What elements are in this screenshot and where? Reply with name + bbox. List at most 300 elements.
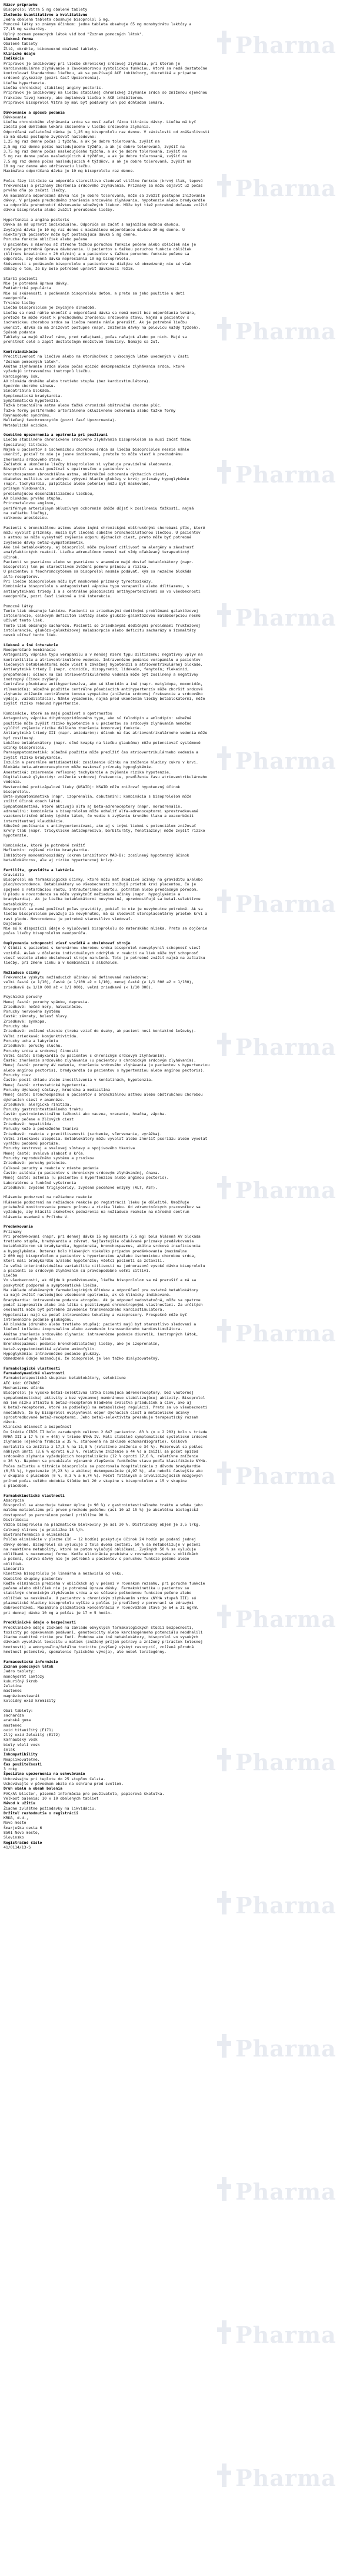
text-line: stabilným chronickým zlyhávaním srdca a so súčasne poškodenou funkciou pečene alebo [4, 1590, 192, 1596]
text-line: Keďže eliminácia prebieha v obličkách aj v pečeni v rovnakom rozsahu, pri poruche funkcie [4, 1580, 205, 1586]
text-line: hypotenzie. [4, 833, 29, 838]
text-line: rilmenidín): súbežné použitie centrálne pôsobiacich antihypertenzív môže zhoršiť srdcové [4, 686, 203, 692]
text-line: malému metabolizmu pri prvom prechode pečeňou (asi 10 až 15 %) je absolútna biologická [4, 1507, 198, 1513]
text-line: Precitlivenosť na liečivo alebo na ktorúkoľvek z pomocných látok uvedených v časti [4, 354, 189, 359]
text-line: Liečba [4, 1273, 18, 1278]
text-line: (napr. tachykardia, palpitácie alebo potenie) môžu byť maskované, [4, 481, 151, 487]
text-line: Jadro tablety: [4, 1669, 35, 1674]
text-line: Zriedkavé: synkopa. [4, 1019, 47, 1024]
text-line: Liečba stabilného chronického srdcového zlyhávania bisoprololom sa musí začať fázou [4, 437, 192, 442]
text-line: kukuričný škrob [4, 1678, 38, 1684]
text-line: mastenec [4, 1688, 22, 1694]
text-line: šelak [4, 1747, 15, 1752]
text-line: pretože to môže viesť k prechodnému zhoršeniu srdcového stavu. Najmä u pacientov s [4, 315, 189, 320]
text-line: 1,25 mg raz denne počas 1 týždňa, a ak je dobre tolerovaná, zvýšiť na [4, 139, 160, 144]
paragraph [4, 1767, 349, 1771]
text-line: Biotransformácia a eliminácia [4, 1532, 69, 1537]
text-line: zvyčajne potrebná úprava dávkovania. U pacientov s ťažkou poruchou funkcie obličiek [4, 246, 192, 252]
text-line: ischemickou chorobou srdca sa liečba nesmie náhle prerušiť. Ak je potrebné liečbu [4, 320, 187, 325]
section-heading [4, 1786, 349, 1791]
heading-text: Návod k užitiu [4, 1801, 35, 1806]
text-line: priebežné monitorovanie pomeru prínosu a rizika lieku. Od zdravotníckych pracovníkov sa [4, 1205, 201, 1210]
text-line: Psychické poruchy [4, 994, 42, 1000]
text-line: Maximálna odporúčaná dávka je 10 mg bisoprololu raz denne. [4, 168, 135, 174]
pharma-watermark [212, 2158, 353, 2229]
pharma-watermark [212, 2301, 353, 2372]
paragraph [4, 1156, 349, 1166]
text-line: Poruchy kože a podkožného tkaniva [4, 1126, 78, 1132]
text-line: Jedna obalená tableta obsahuje bisoprolol 5 mg. [4, 16, 110, 22]
heading-text: Liekové a iné interakcie [4, 642, 58, 647]
text-line: periférnym arteriálnym okluzívnym ochorením (môže dôjsť k zosilneniu ťažkostí, najmä [4, 505, 194, 511]
text-line: zriedkavé (≥ 1/10 000 až < 1/1 000), veľmi zriedkavé (< 1/10 000). [4, 984, 153, 990]
text-line: Frekvencie výskytu nežiaducich účinkov sú definované nasledovne: [4, 975, 149, 980]
text-line: 2,5 mg raz denne počas nasledujúceho týždňa, a ak je dobre tolerovaná, zvýšiť na [4, 144, 185, 149]
text-line: intermitentnej klaudikácie. [4, 818, 65, 824]
text-line: Najmä u pacientov s ischemickou chorobou srdca sa liečba bisoprololom nesmie náhle [4, 447, 189, 452]
text-line: Poruchy dýchacej sústavy, hrudníka a mediastína [4, 1087, 110, 1092]
text-line: kontraktilitu a atrioventrikulárne vedenie. Intravenózne podanie verapamilu u pacientov [4, 657, 201, 662]
text-line: bradykardia). Ak je liečba betablokátormi nevyhnutná, uprednostňujú sa beta1-selektívne [4, 897, 201, 902]
text-line: Bisoprolol sa musí používať s opatrnosťou u pacientov s: [4, 467, 131, 472]
text-line: pečene alebo obličiek nie je potrebná úprava dávky. Farmakokinetika u pacientov so [4, 1586, 189, 1591]
watermark-text: Pharma [235, 461, 337, 488]
paragraph [4, 1180, 349, 1191]
paragraph [4, 1375, 349, 1488]
text-line: Predklinické údaje získané na základe obvyklých farmakologických štúdií bezpečnosti, [4, 1625, 194, 1630]
text-line: Poruchy reprodukčného systému a prsníkov [4, 1156, 94, 1161]
text-line: spojené s retardáciou rastu, intrauterinnou smrťou, potratom alebo predčasným pôrodom. [4, 887, 198, 892]
text-line: vyžaduje, aby hlásili akékoľvek podozrenia na nežiaduce reakcie na národné centrum [4, 1209, 189, 1215]
pharmacy-cross-icon [217, 2462, 232, 2488]
text-line: Antiarytmiká triedy III (napr. amiodarón): účinok na čas atrioventrikulárneho vedenia môže [4, 730, 208, 736]
text-line: arabská guma [4, 1718, 31, 1723]
text-line: antiarytmikami triedy I a s centrálne pôsobiacimi antihypertenzívami sa vo všeobecnosti [4, 588, 201, 594]
text-line: Bisoprolol je vysoko beta1-selektívna látka blokujúca adrenoreceptory, bez vnútornej [4, 1390, 194, 1396]
text-line: Bisoprolol má farmakologické účinky, ktoré môžu mať škodlivé účinky na graviditu a/alebo [4, 877, 203, 882]
text-line: 10 mg raz denne ako udržiavaciu liečbu. [4, 163, 92, 168]
text-line: Hlásenie podozrení na nežiaduce reakcie po registrácii lieku je dôležité. Umožňuje [4, 1199, 189, 1205]
text-line: dôkazy o tom, že by bolo potrebné upraviť dávkovací režim. [4, 266, 135, 272]
text-line: Syndróm chorého sínusu. [4, 383, 56, 389]
text-line: hmotnosti) a embryonálnu/fetálnu toxicitu (zvýšený výskyt resorpcií, znížená pôrodná [4, 1644, 194, 1649]
text-line: zvýšiť riziko bradykardie. [4, 755, 63, 760]
text-line: Časté: zhoršenie srdcového zlyhávania (u pacientov s chronickým srdcovým zlyhávaním). [4, 1058, 197, 1063]
section-heading [4, 868, 349, 872]
text-line: Časté: asténia (u pacientov s chronickým srdcovým zlyhávaním), únava. [4, 1170, 160, 1175]
text-line: Veľmi zriedkavé: konjunktivitída. [4, 1033, 78, 1039]
section-heading [4, 1811, 349, 1816]
text-line: príhod počas celého obdobia štúdie bol 20 v skupine s bisoprololom a 15 v skupine [4, 1478, 187, 1483]
text-line: Spôsob podania [4, 329, 35, 335]
text-line: Časté: pocit chladu alebo znecitlivenia v končatinách, hypotenzia. [4, 1077, 153, 1083]
section-heading [4, 1659, 349, 1664]
text-line: (0,53 %), hypotenzie (0,23 %) a akútnej dekompenzácie (4,97 %), ale neboli častejšie ako [4, 1469, 203, 1474]
section-heading [4, 349, 349, 354]
text-line: Neliečený feochromocytóm (pozri časť Upozornenia). [4, 418, 117, 423]
paragraph [4, 975, 349, 990]
watermark-text: Pharma [235, 1320, 337, 1347]
text-line: "Zoznam pomocných látok". [4, 359, 61, 364]
section-heading [4, 1840, 349, 1845]
paragraph [4, 1757, 349, 1762]
text-line: Veľmi časté: bradykardia (u pacientov s chronickým srdcovým zlyhávaním). [4, 1053, 167, 1058]
text-line: srdcového zlyhania vyžadujúcich hospitalizáciu (12 % oproti 17,6 %, relatívne zníženie [4, 1454, 198, 1459]
text-line: Počas fázy titrácie sa odporúča starostlivo sledovať vitálne funkcie (krvný tlak, tepovú [4, 178, 203, 183]
text-line: pri dennej dávke 10 mg a polčas je 17 ± 5 hodín. [4, 1610, 112, 1615]
text-line: Žiadne zvláštne požiadavky na likvidáciu. [4, 1805, 96, 1811]
section-heading [4, 432, 349, 437]
text-line: použitie môže zvýšiť riziko hypotenzie a u pacientov so srdcovým zlyhávaním nemožno [4, 720, 192, 726]
paragraph [4, 945, 349, 965]
heading-text: Držiteľ rozhodnutia o registrácii [4, 1810, 78, 1816]
text-line: Ťažká bronchiálna astma alebo ťažká chronická obštrukčná choroba pľúc. [4, 403, 162, 408]
section-heading [4, 1801, 349, 1805]
text-line: Pacienti so psoriázou alebo so psoriázou v anamnéze majú dostať betablokátory (napr. [4, 559, 194, 564]
text-line: Poruchy srdca a srdcovej činnosti [4, 1048, 78, 1053]
text-line: bronchospazmom (bronchiálna astma, obštrukčné ochorenia dýchacích ciest), [4, 471, 169, 477]
paragraph [4, 711, 349, 838]
heading-text: Zoznam pomocných látok [4, 1664, 54, 1669]
text-line: dýchacích ciest v anamnéze. [4, 1097, 65, 1102]
text-line: okolností môže byť potrebné zavedenie transvenózneho kardiostimulátora. [4, 1307, 165, 1312]
text-line: liečba bisoprololom považuje za nevyhnutnú, má sa sledovať uteroplacentárny prietok krvi a [4, 911, 208, 917]
text-line: Hypotenzia: majú sa podať intravenózne tekutiny a vazopresory. Prospešné môže byť [4, 1312, 187, 1317]
heading-text: Farmakodynamické vlastnosti [4, 1371, 65, 1376]
section-heading [4, 1620, 349, 1625]
text-line: Beta-sympatomimetiká (napr. izoprenalín, dobutamín): kombinácia s bisoprololom môže [4, 794, 192, 799]
paragraph-gap [4, 105, 349, 110]
watermark-text: Pharma [235, 318, 337, 345]
text-line: intravenózne podanie glukagónu. [4, 1317, 74, 1322]
text-line: účinky bisoprololu. [4, 745, 47, 750]
paragraph-gap [4, 936, 349, 941]
text-line: v skupine s placebom (0 %, 0,3 % a 6,74 %). Počet fatálnych a invalidizujúcich mozgových [4, 1473, 203, 1479]
text-line: Zvyčajná dávka je 10 mg raz denne s maximálnou odporúčanou dávkou 20 mg denne. U [4, 227, 185, 232]
text-line: Dávka sa má upraviť individuálne. Odporúča sa začať s najnižšou možnou dávkou. [4, 222, 181, 227]
text-line: Poruchy kostrovej a svalovej sústavy a spojivového tkaniva [4, 1146, 135, 1151]
text-line: mortalita sa znížila z 17,3 % na 11,8 % (relatívne zníženie o 34 %). Pozoroval sa pokles [4, 1444, 203, 1449]
text-line: sacharóza [4, 1712, 24, 1718]
paragraph [4, 1126, 349, 1146]
text-line: prísnym hladovaním, [4, 486, 47, 491]
text-line: vazodilatačných látok. [4, 1337, 54, 1342]
watermark-text: Pharma [235, 1463, 337, 1489]
watermark-text: Pharma [235, 604, 337, 631]
paragraph [4, 843, 349, 862]
text-line: Začiatok a ukončenie liečby bisoprololom si vyžaduje pravidelné sledovanie. [4, 461, 174, 467]
paragraph [4, 1024, 349, 1039]
text-line: betablokátorov, ale aj riziko hypertenznej krízy. [4, 857, 115, 862]
heading-text: Indikácie [4, 56, 24, 61]
text-line: Novo mesto [4, 1820, 26, 1826]
text-line: Meflochín: zvýšené riziko bradykardie. [4, 848, 90, 853]
text-line: Anestetiká: zmiernenie reflexnej tachykardie a zvýšenie rizika hypotenzie. [4, 769, 171, 775]
text-line: Liečba chronického zlyhávania srdca sa musí začať fázou titrácie dávky. Liečba má byť [4, 120, 197, 125]
paragraph [4, 1087, 349, 1107]
text-line: obličkami v nezmenenej forme. Keďže eliminácia prebieha v rovnakom rozsahu v obličkách [4, 1552, 198, 1557]
heading-text: Názov prípravku [4, 2, 38, 7]
heading-text: Farmakologické vlastnosti [4, 1365, 61, 1371]
section-heading [4, 2, 349, 7]
section-heading [4, 1224, 349, 1229]
text-line: Zriedkavé: nočné mory, halucinácie. [4, 1004, 83, 1009]
text-line: 2 000 mg) bisoprololom u pacientov s hypertenziou a/alebo ischemickou chorobou srdca, [4, 1254, 197, 1258]
text-line: koloidný oxid kremičitý [4, 1698, 56, 1704]
text-line: Parasympatomimetiká: súbežné použitie môže predĺžiť čas atrioventrikulárneho vedenia a [4, 750, 198, 755]
text-line: Tablety sa majú užívať ráno, pred raňajkami, počas raňajok alebo po nich. Majú sa [4, 335, 187, 340]
section-heading [4, 51, 349, 56]
text-line: dobrovoľníkmi. Maximálna plazmatická koncentrácia v rovnovážnom stave je 64 ± 21 ng/ml [4, 1605, 198, 1611]
text-line: Metabolická acidóza. [4, 422, 49, 428]
pharmacy-cross-icon [217, 2319, 232, 2345]
paragraph-gap [4, 1615, 349, 1620]
pharmacy-cross-icon [217, 2176, 232, 2202]
pharma-watermark [212, 1872, 353, 1943]
text-line: Pediatrická populácia [4, 286, 51, 291]
text-line: Slovinsko [4, 1835, 24, 1840]
heading-text: Farmaceutické informácie [4, 1659, 58, 1664]
text-line: vozidlá. Avšak v dôsledku individuálnych odchýlok v reakcii na liek môže byť schopnosť [4, 950, 198, 955]
text-line: Akútne zhoršenie srdcového zlyhania: intravenózne podanie diuretík, inotropných látok, [4, 1331, 198, 1337]
text-line: a hypoglykémia. Doteraz bolo hlásených niekoľko prípadov predávkovania (maximálne [4, 1248, 187, 1254]
paragraph-gap [4, 965, 349, 970]
text-line: Súbežné používanie s antihypertenzívami, ako aj s inými liekmi s potenciálom znižovať [4, 823, 197, 828]
section-heading [4, 12, 349, 17]
text-line: obličiek. [4, 1561, 24, 1566]
text-line: niektorých pacientov môže byť postačujúca dávka 5 mg denne. [4, 232, 138, 237]
text-line: prehltnúť celé a zapiť dostatočným množstvom tekutiny. Nemajú sa žuť. [4, 339, 160, 345]
text-line: Skúsenosti s podávaním bisoprololu u pacientov na dialýze sú obmedzené; nie sú však [4, 261, 192, 266]
text-line: Kinetika bisoprololu je lineárna a nezávislá od veku. [4, 1571, 124, 1576]
text-line: neodporúča. [4, 295, 29, 300]
text-line: dávok. [4, 1420, 18, 1425]
text-line: 77,15 mg sacharózy. [4, 27, 47, 32]
text-line: Klinická účinnosť a bezpečnosť [4, 1424, 72, 1430]
text-line: Nie sú skúsenosti s podávaním bisoprololu deťom, a preto sa jeho použitie u detí [4, 290, 185, 296]
text-line: adrenalín): kombinácia s bisoprololom môže odhaliť alfa-adrenoceptormi sprostredkované [4, 808, 198, 814]
text-line: Symptomatická bradykardia. [4, 393, 63, 398]
text-line: Úplný zoznam pomocných látok viď bod "Zoznam pomocných látok". [4, 31, 144, 37]
text-line: anafylaktických reakcií. Liečba adrenalínom nemusí mať vždy očakávaný terapeutický [4, 550, 189, 555]
text-line: nesmú užívať tento liek. [4, 633, 58, 638]
text-line: Menej časté: poruchy AV vedenia, zhoršenie srdcového zlyhávania (u pacientov s hypertenziou [4, 1063, 210, 1068]
text-line: môžu vyvolať príznaky, musia byť liečení súbežne bronchodilatačnou liečbou. U pacientov [4, 530, 201, 535]
text-line: U pacientov s miernou až stredne ťažkou poruchou funkcie pečene alebo obličiek nie je [4, 242, 197, 247]
heading-text: Druh obalu a obsah balenia [4, 1786, 63, 1791]
text-line: Prípravok je indikovaný pri liečbe chronickej srdcovej zlyhania, pri ktorom je [4, 61, 181, 66]
text-line: Pri predávkovaní (napr. pri dennej dávke 15 mg namiesto 7,5 mg) bola hlásená AV blokáda [4, 1234, 201, 1239]
text-line: neočakáva, že by bisoprolol ovplyvňoval odpor dýchacích ciest a metabolické účinky [4, 1410, 189, 1415]
paragraph-gap [4, 1488, 349, 1493]
text-line: oxid titaničitý (E171) [4, 1727, 54, 1732]
text-line: Celkové poruchy a reakcie v mieste podania [4, 1165, 99, 1170]
watermark-text: Pharma [235, 1606, 337, 1632]
text-line: Distribúcia [4, 1517, 29, 1523]
paragraph [4, 994, 349, 1009]
text-line: Linearita [4, 1566, 24, 1571]
text-line: Hypertenzia a angína pectoris [4, 217, 69, 223]
paragraph [4, 1816, 349, 1840]
text-line: liečení infúziou izoprenalínu alebo zavedením transvenózneho kardiostimulátora. [4, 1327, 182, 1332]
text-line: Centrálne pôsobiace antihypertenzíva, ako sú klonidín a iné (napr. metyldopa, moxonidín, [4, 682, 203, 687]
paragraph [4, 41, 349, 51]
text-line: toxicity po opakovanom podávaní, genotoxicity alebo karcinogénneho potenciálu neodhalili [4, 1629, 203, 1635]
heading-text: Fertilita, gravidita a laktácia [4, 867, 74, 872]
text-line: alebo angínou pectoris), bradykardia (u pacientov s hypertenziou alebo angínou pectoris). [4, 1067, 205, 1073]
watermark-text: Pharma [235, 2322, 337, 2348]
text-line: Prinzmetalovou angínou, [4, 501, 56, 506]
text-line: Symptomatická hypotenzia. [4, 398, 61, 404]
text-line: srdcové glykozidy (pozri časť Upozornenia). [4, 75, 101, 81]
text-line: Inzulín a perorálne antidiabetiká: zosilnenie účinku na zníženie hladiny cukru v krvi. [4, 760, 198, 765]
text-line: zvýšenie dávky beta2-sympatomimetík. [4, 540, 85, 545]
paragraph [4, 1229, 349, 1361]
paragraph [4, 1791, 349, 1801]
text-line: Liečba bisoprololom je zvyčajne dlhodobá. [4, 305, 96, 310]
watermark-text: Pharma [235, 2178, 337, 2205]
paragraph [4, 115, 349, 174]
watermark-text: Pharma [235, 2035, 337, 2062]
text-line: Obalené tablety [4, 41, 38, 47]
text-line: užívať tento liek. [4, 618, 45, 623]
text-line: prebiehajúcou desenzibilizačnou liečbou, [4, 491, 94, 496]
paragraph [4, 1009, 349, 1024]
text-line: Ak maximálna odporúčaná dávka nie je dobre tolerovaná, môže sa zvážiť postupné znižovanie [4, 193, 205, 198]
text-line: dávkach vyvolával toxicitu u matiek (znížený príjem potravy a znížený prírastok telesnej [4, 1639, 203, 1645]
watermark-text: Pharma [235, 2465, 337, 2491]
text-line: Poruchy gastrointestinálneho traktu [4, 1107, 83, 1112]
text-line: Hypoglykémia: intravenózne podanie glukózy. [4, 1351, 101, 1356]
text-line: Pri liečbe bisoprololom môžu byť maskované príznaky tyreotoxikózy. [4, 579, 153, 584]
text-line: Poruchy ucha a labyrintu [4, 1038, 58, 1043]
text-line: zvýšiť riziko rebound hypertenzie. [4, 701, 81, 706]
text-line: Zriedkavé: poruchy sluchu. [4, 1043, 63, 1049]
text-line: prvého dňa po začatí liečby. [4, 188, 67, 193]
paragraph [4, 1049, 349, 1073]
text-line: Bisoprolol Vitra 5 mg obalené tablety [4, 7, 88, 12]
text-line: Väzba bisoprololu na plazmatické bielkoviny je asi 30 %. Distribučný objem je 3,5 l/kg. [4, 1522, 201, 1527]
pharma-watermark [212, 2445, 353, 2515]
paragraph [4, 872, 349, 936]
text-line: vazokonstrikčné účinky týchto látok, čo vedie k zvýšeniu krvného tlaku a exacerbácii [4, 814, 194, 819]
text-line: dávku bisoprololu alebo zvážiť prerušenie liečby. [4, 207, 115, 213]
text-line: rast plodu. Novorodenca je potrebné starostlivo sledovať. [4, 916, 133, 921]
text-line: Nie sú k dispozícii údaje o vylučovaní bisoprololu do materského mlieka. Preto sa dojčenie [4, 926, 208, 931]
paragraph-gap [4, 173, 349, 178]
text-line: Antagonisty vápnika typu verapamilu a v menšej miere typu diltiazemu: negatívny vplyv na [4, 652, 203, 657]
text-line: Veľkosť balenia: 10 x 10 obalených tabliet [4, 1795, 99, 1801]
text-line: Žlté, okrúhle, bikonvexné obalené tablety. [4, 46, 99, 51]
text-line: Antagonisty vápnika dihydropyridínového typu, ako sú felodipín a amlodipín: súbežné [4, 716, 192, 721]
text-line: Pomocné látky so známym účinkom: jedna tableta obsahuje 65 mg monohydrátu laktózy a [4, 22, 192, 27]
text-line: vyrážku podobnú psoriáze. [4, 1141, 61, 1146]
paragraph-gap [4, 838, 349, 843]
text-line: Inhibítory monoaminooxidázy (okrem inhibítorov MAO-B): zosilnený hypotenzný účinok [4, 852, 189, 858]
text-line: magnéziumstearát [4, 1693, 40, 1698]
text-line: Veľmi zriedkavé: alopécia. Betablokátory môžu vyvolať alebo zhoršiť psoriázu alebo vyvolať [4, 1136, 208, 1141]
heading-text: Osobitné upozornenia a opatrenia pri používaní [4, 432, 108, 438]
text-line: o 36 %). Napokon sa preukázalo významné zlepšenie funkčného stavu podľa klasifikácie NYHA. [4, 1459, 208, 1464]
text-line: hmotnosť potomstva, spomalenie fyzického vývoja), ale nebol teratogénny. [4, 1649, 167, 1655]
text-line: Antiarytmiká triedy I (napr. chinidín, dizopyramid; lidokaín, fenytoín; flekainid, [4, 667, 189, 672]
paragraph [4, 1073, 349, 1087]
text-line: Pomocné látky [4, 603, 34, 609]
section-heading [4, 1752, 349, 1757]
text-line: mastenec [4, 1722, 22, 1728]
paragraph [4, 276, 349, 345]
paragraph [4, 217, 349, 271]
text-line: vylúčiť zvýšenie rizika ďalšieho zhoršenia komorovej funkcie. [4, 725, 142, 730]
text-line: Zriedkavé: hepatitída. [4, 1121, 54, 1126]
text-line: betablokátory. [4, 901, 35, 907]
text-line: propafenón): účinok na čas atrioventrikulárneho vedenia môže byť zosilnený a negatívny [4, 672, 198, 677]
watermark-text: Pharma [235, 1177, 337, 1203]
text-line: Uchovávajte pri teplote do 25 stupňov Celzia. [4, 1776, 106, 1781]
text-line: Neaplikovateľné. [4, 1757, 40, 1762]
text-line: Menej časté: bronchospazmus u pacientov s bronchiálnou astmou alebo obštrukčnou chorobou [4, 1092, 203, 1097]
text-line: frekvenciu) a príznaky zhoršenia srdcového zlyhávania. Príznaky sa môžu objaviť už počas [4, 183, 203, 188]
paragraph-gap [4, 213, 349, 217]
text-line: Ako iné betablokátory, aj bisoprolol môže zvyšovať citlivosť na alergény a závažnosť [4, 544, 194, 550]
text-line: Gravidita [4, 872, 24, 877]
paragraph-gap [4, 1654, 349, 1659]
text-line: Tento liek obsahuje laktózu. Pacienti so zriedkavými dedičnými problémami galaktózovej [4, 608, 198, 613]
text-line: Počas začiatku a titrácie bisoprololu sa pozorovala hospitalizácia z dôvodu bradykardie [4, 1463, 201, 1469]
text-line: ukončiť, pokiaľ to nie je jasne indikované, pretože to môže viesť k prechodnému [4, 452, 182, 457]
paragraph-gap [4, 1361, 349, 1366]
text-line: Raynaudovho syndrómu. [4, 412, 51, 418]
text-line: Menej časté: ortostatická hypotenzia. [4, 1082, 88, 1087]
text-line: intolerancie, celkovým deficitom laktázy alebo glukózo-galaktózovou malabsorpciou nesmú [4, 613, 201, 619]
paragraph [4, 178, 349, 213]
text-line: Vo všeobecnosti, ak dôjde k predávkovaniu, liečba bisoprololom sa má prerušiť a má sa [4, 1278, 197, 1283]
text-line: podať izoprenalín alebo iná látka s pozitívnymi chronotropnými vlastnosťami. Za určitých [4, 1302, 203, 1307]
text-line: plod/novorodenca. Betablokátory vo všeobecnosti znižujú prietok krvi placentou, čo je [4, 882, 197, 887]
watermark-text: Pharma [235, 1034, 337, 1060]
text-line: U plodu a novorodenca sa môžu vyskytnúť nežiaduce účinky (napr. hypoglykémia a [4, 892, 181, 897]
text-line: Starší pacienti [4, 276, 38, 281]
text-line: AV blokáda (druhého alebo tretieho stupňa): pacienti majú byť starostlivo sledovaní a [4, 1322, 197, 1327]
text-line: Nie je potrebná úprava dávky. [4, 280, 69, 286]
text-line: zhoršeniu srdcového stavu. [4, 457, 63, 462]
text-line: Poruchy oka [4, 1024, 29, 1029]
text-line: Menej časté: svalová slabosť a kŕče. [4, 1150, 85, 1156]
text-line: sa má dávka postupne zvyšovať nasledovne: [4, 134, 96, 140]
text-line: neodporúča, pozri časť Liekové a iné interakcie. [4, 593, 112, 598]
text-line: Zriedkavé: alergická rinitída. [4, 1102, 72, 1107]
paragraph [4, 1039, 349, 1049]
text-line: Prípravok Bisoprolol Vitra by mal byť podávaný len pod dohľadom lekára. [4, 100, 165, 105]
text-line: k beta2-receptorom, ktoré sa podieľajú na metabolickej regulácii. Preto sa vo všeobecnosti [4, 1405, 208, 1410]
text-line: dávky. V prípade prechodného zhoršenia srdcového zlyhávania, hypotenzie alebo bradykardie [4, 197, 205, 203]
text-line: Mechanizmus účinku [4, 1385, 45, 1391]
paragraph-gap [4, 638, 349, 643]
text-line: 7,5 mg raz denne počas nasledujúcich 4 týždňov, a ak je dobre tolerovaná, zvýšiť na [4, 158, 192, 164]
section-heading [4, 1762, 349, 1767]
text-line: Do štúdie CIBIS II bolo zaradených celkovo 2 647 pacientov. 83 % (n = 2 202) bolo v triede [4, 1429, 208, 1434]
text-line: Kombinácie, ktoré je potrebné zvážiť [4, 843, 85, 848]
section-heading [4, 1771, 349, 1776]
text-line: bisoprolol) len po starostlivom zvážení pomeru prínosu a rizika. [4, 564, 149, 570]
text-line: inotropný účinok zvýšený. [4, 676, 61, 682]
paragraph [4, 647, 349, 706]
paragraph-gap [4, 598, 349, 603]
text-line: kontrolovať štandardnou liečbou, ak sa používajú ACE inhibítory, diuretiká a prípadne [4, 71, 197, 76]
text-line: biely včelí vosk [4, 1742, 40, 1747]
text-line: 41/0114/13-S [4, 1844, 31, 1850]
text-line: na neaktívne metabolity, ktoré sa potom vylučujú obličkami. Zvyšných 50 % sa vylučuje [4, 1546, 197, 1552]
